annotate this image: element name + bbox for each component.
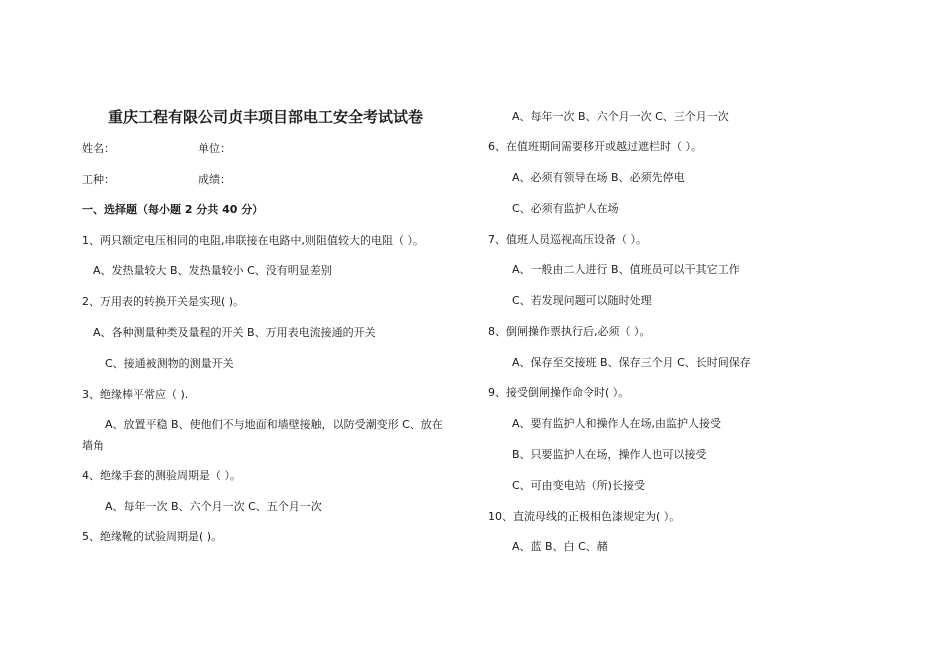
question-8: 8、倒闸操作票执行后,必须（ ）。: [488, 325, 651, 338]
question-7-option-c: C、若发现问题可以随时处理: [512, 294, 652, 307]
unit-label: 单位：: [198, 142, 231, 155]
question-7: 7、值班人员巡视高压设备（ ）。: [488, 233, 647, 246]
question-4-options: A、每年一次 B、六个月一次 C、五个月一次: [105, 500, 322, 513]
question-2: 2、万用表的转换开关是实现( )。: [82, 295, 245, 308]
question-9-option-b: B、只要监护人在场，操作人也可以接受: [512, 448, 707, 461]
question-9-option-a: A、要有监护人和操作人在场,由监护人接受: [512, 417, 722, 430]
question-10-options: A、蓝 B、白 C、赭: [512, 540, 608, 553]
name-label: 姓名：: [82, 142, 115, 155]
question-6-option-c: C、必须有监护人在场: [512, 202, 619, 215]
question-5-options: A、每年一次 B、六个月一次 C、三个月一次: [512, 110, 729, 123]
question-5: 5、绝缘靴的试验周期是( )。: [82, 530, 223, 543]
question-1: 1、两只额定电压相同的电阻,串联接在电路中,则阻值较大的电阻（ ）。: [82, 234, 424, 247]
question-2-options-ab: A、各种测量种类及量程的开关 B、万用表电流接通的开关: [93, 326, 376, 339]
question-8-options: A、保存至交接班 B、保存三个月 C、长时间保存: [512, 356, 751, 369]
question-7-options-ab: A、一般由二人进行 B、值班员可以干其它工作: [512, 263, 740, 276]
question-9-option-c: C、可由变电站（所)长接受: [512, 479, 645, 492]
question-3-options-line2: 墙角: [82, 439, 104, 452]
question-6-options-ab: A、必须有领导在场 B、必须先停电: [512, 171, 685, 184]
section-heading: 一、选择题（每小题 2 分共 40 分）: [82, 203, 264, 216]
score-label: 成绩：: [198, 173, 231, 186]
question-4: 4、绝缘手套的测验周期是（ ）。: [82, 469, 241, 482]
question-3-options-line1: A、放置平稳 B、使他们不与地面和墙壁接触，以防受潮变形 C、放在: [105, 418, 443, 431]
question-2-option-c: C、接通被测物的测量开关: [105, 357, 234, 370]
question-10: 10、直流母线的正极相色漆规定为( ）。: [488, 510, 681, 523]
question-9: 9、接受倒闸操作命令时( ）。: [488, 386, 630, 399]
question-3: 3、绝缘棒平常应（ ).: [82, 388, 189, 401]
question-6: 6、在值班期间需要移开或越过遮栏时（ ）。: [488, 140, 702, 153]
question-1-options: A、发热量较大 B、发热量较小 C、没有明显差别: [93, 264, 332, 277]
exam-title: 重庆工程有限公司贞丰项目部电工安全考试试卷: [108, 108, 424, 126]
trade-label: 工种：: [82, 173, 115, 186]
